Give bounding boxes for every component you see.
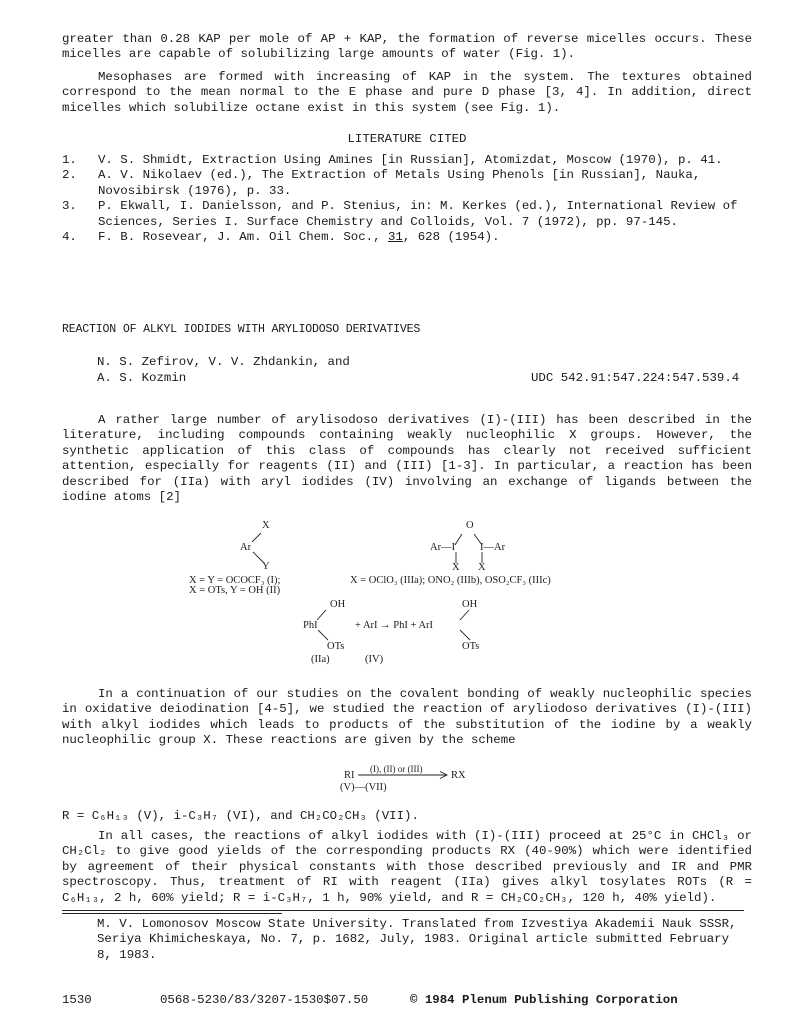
authors-line-2: A. S. Kozmin	[97, 371, 187, 385]
scheme-2-ar-left: Ar—I	[430, 542, 456, 553]
reference-volume: 31	[388, 230, 403, 245]
scheme-3-ots-right: OTs	[462, 641, 480, 652]
scheme-2-x-right: X	[478, 562, 486, 573]
reference-text-after: , 628 (1954).	[402, 230, 500, 245]
scheme-3-oh-left: OH	[330, 599, 346, 610]
reference-number: 1.	[62, 153, 77, 167]
scheme-3-ots-left: OTs	[327, 641, 345, 652]
scheme-4-product: RX	[451, 770, 466, 781]
article-paragraph-2: In a continuation of our studies on the covalent bonding of weakly nucleophilic species in oxidative deiodination [4-5], we studied the reaction of aryliodoso derivatives (I)-(III) with alkyl iodides which leads to products of the substitution of the iodine by a weakly nucleophilic group X. These reactions are given by the scheme	[62, 687, 752, 748]
scheme-4-range: (V)—(VII)	[340, 782, 387, 793]
scheme-4-conditions: (I), (II) or (III)	[370, 764, 423, 774]
scheme-2-ar-right: I—Ar	[480, 542, 506, 553]
scheme-3-oh-right: OH	[462, 599, 478, 610]
reference-number: 4.	[62, 230, 77, 245]
scheme-4-reactant: RI	[344, 770, 355, 781]
scheme-1-x: X	[262, 520, 270, 531]
reference-text: A. V. Nikolaev (ed.), The Extraction of Metals Using Phenols [in Russian], Nauka, Novosibirsk (1976), p. 33.	[98, 168, 701, 198]
footnote-rule	[62, 910, 744, 911]
authors-line-1: N. S. Zefirov, V. V. Zhdankin, and	[97, 355, 350, 369]
reference-text: V. S. Shmidt, Extraction Using Amines [in Russian], Atomizdat, Moscow (1970), p. 41.	[98, 153, 723, 167]
literature-heading: LITERATURE CITED	[347, 132, 467, 146]
page-number: 1530	[62, 993, 92, 1007]
footnote-rule-short	[62, 913, 282, 914]
scheme-2-x-left: X	[452, 562, 460, 573]
article-title: REACTION OF ALKYL IODIDES WITH ARYLIODOSO DERIVATIVES	[62, 323, 421, 336]
udc-code: UDC 542.91:547.224:547.539.4	[531, 371, 740, 385]
scheme-3-equation: + ArI → PhI + ArI	[355, 620, 434, 631]
r-definition: R = C₆H₁₃ (V), i-C₃H₇ (VI), and CH₂CO₂CH₃ (VII).	[62, 809, 419, 823]
intro-paragraph-end: greater than 0.28 KAP per mole of AP + KAP, the formation of reverse micelles occurs. These micelles are capable of solubilizing large amounts of water (Fig. 1).	[62, 32, 752, 62]
reference-text-before: F. B. Rosevear, J. Am. Oil Chem. Soc.,	[98, 230, 388, 245]
reference-text: P. Ekwall, I. Danielsson, and P. Stenius, in: M. Kerkes (ed.), International Review of Sciences, Series I. Surface Chemistry and Colloids, Vol. 7 (1972), pp. 97-145.	[98, 199, 738, 229]
journal-code: 0568-5230/83/3207-1530$07.50	[160, 993, 369, 1007]
scheme-1-ar: Ar	[240, 542, 252, 553]
reference-number: 3.	[62, 199, 77, 214]
scheme-1-y: Y	[262, 561, 270, 572]
scheme-2-def: X = OClO₃ (IIIa); ONO₂ (IIIb), OSO₂CF₃ (IIIc)	[350, 575, 551, 586]
copyright-notice: © 1984 Plenum Publishing Corporation	[410, 993, 678, 1007]
scheme-1-def-1: X = Y = OCOCF₃ (I);	[189, 575, 281, 586]
scheme-1-def-2: X = OTs, Y = OH (II)	[189, 585, 281, 596]
scheme-2-o: O	[466, 520, 474, 531]
mesophase-paragraph: Mesophases are formed with increasing of KAP in the system. The textures obtained correspond to the mean normal to the E phase and pure D phase [3, 4]. In addition, direct micelles which solubilize octane exist in this system (see Fig. 1).	[62, 70, 752, 115]
article-paragraph-3: In all cases, the reactions of alkyl iodides with (I)-(III) proceed at 25°C in CHCl₃ or CH₂Cl₂ to give good yields of the corresponding products RX (40-90%) which were identified by agreement of their physical constants with those described previously and IR and PMR spectroscopy. Thus, treatment of RI with reagent (IIa) gives alkyl tosylates ROTs (R = C₆H₁₃, 2 h, 60% yield; R = i-C₃H₇, 1 h, 90% yield, and R = CH₂CO₂CH₃, 120 h, 40% yield).	[62, 829, 752, 905]
footnote: M. V. Lomonosov Moscow State University. Translated from Izvestiya Akademii Nauk SSSR, Seriya Khimicheskaya, No. 7, p. 1682, July, 1983. Original article submitted February 8, 1983.	[97, 917, 737, 962]
article-paragraph-1: A rather large number of arylisodoso derivatives (I)-(III) has been described in the literature, including compounds containing weakly nucleophilic X groups. However, the synthetic application of this class of compounds has clearly not received sufficient attention, especially for reagents (II) and (III) [1-3]. In particular, a reaction has been described for (IIa) with aryl iodides (IV) involving an exchange of ligands between the iodine atoms [2]	[62, 413, 752, 505]
reference-number: 2.	[62, 168, 77, 183]
scheme-3-label-iv: (IV)	[365, 654, 384, 665]
scheme-3-phi: PhI	[303, 620, 318, 631]
scheme-3-label-iia: (IIa)	[311, 654, 330, 665]
